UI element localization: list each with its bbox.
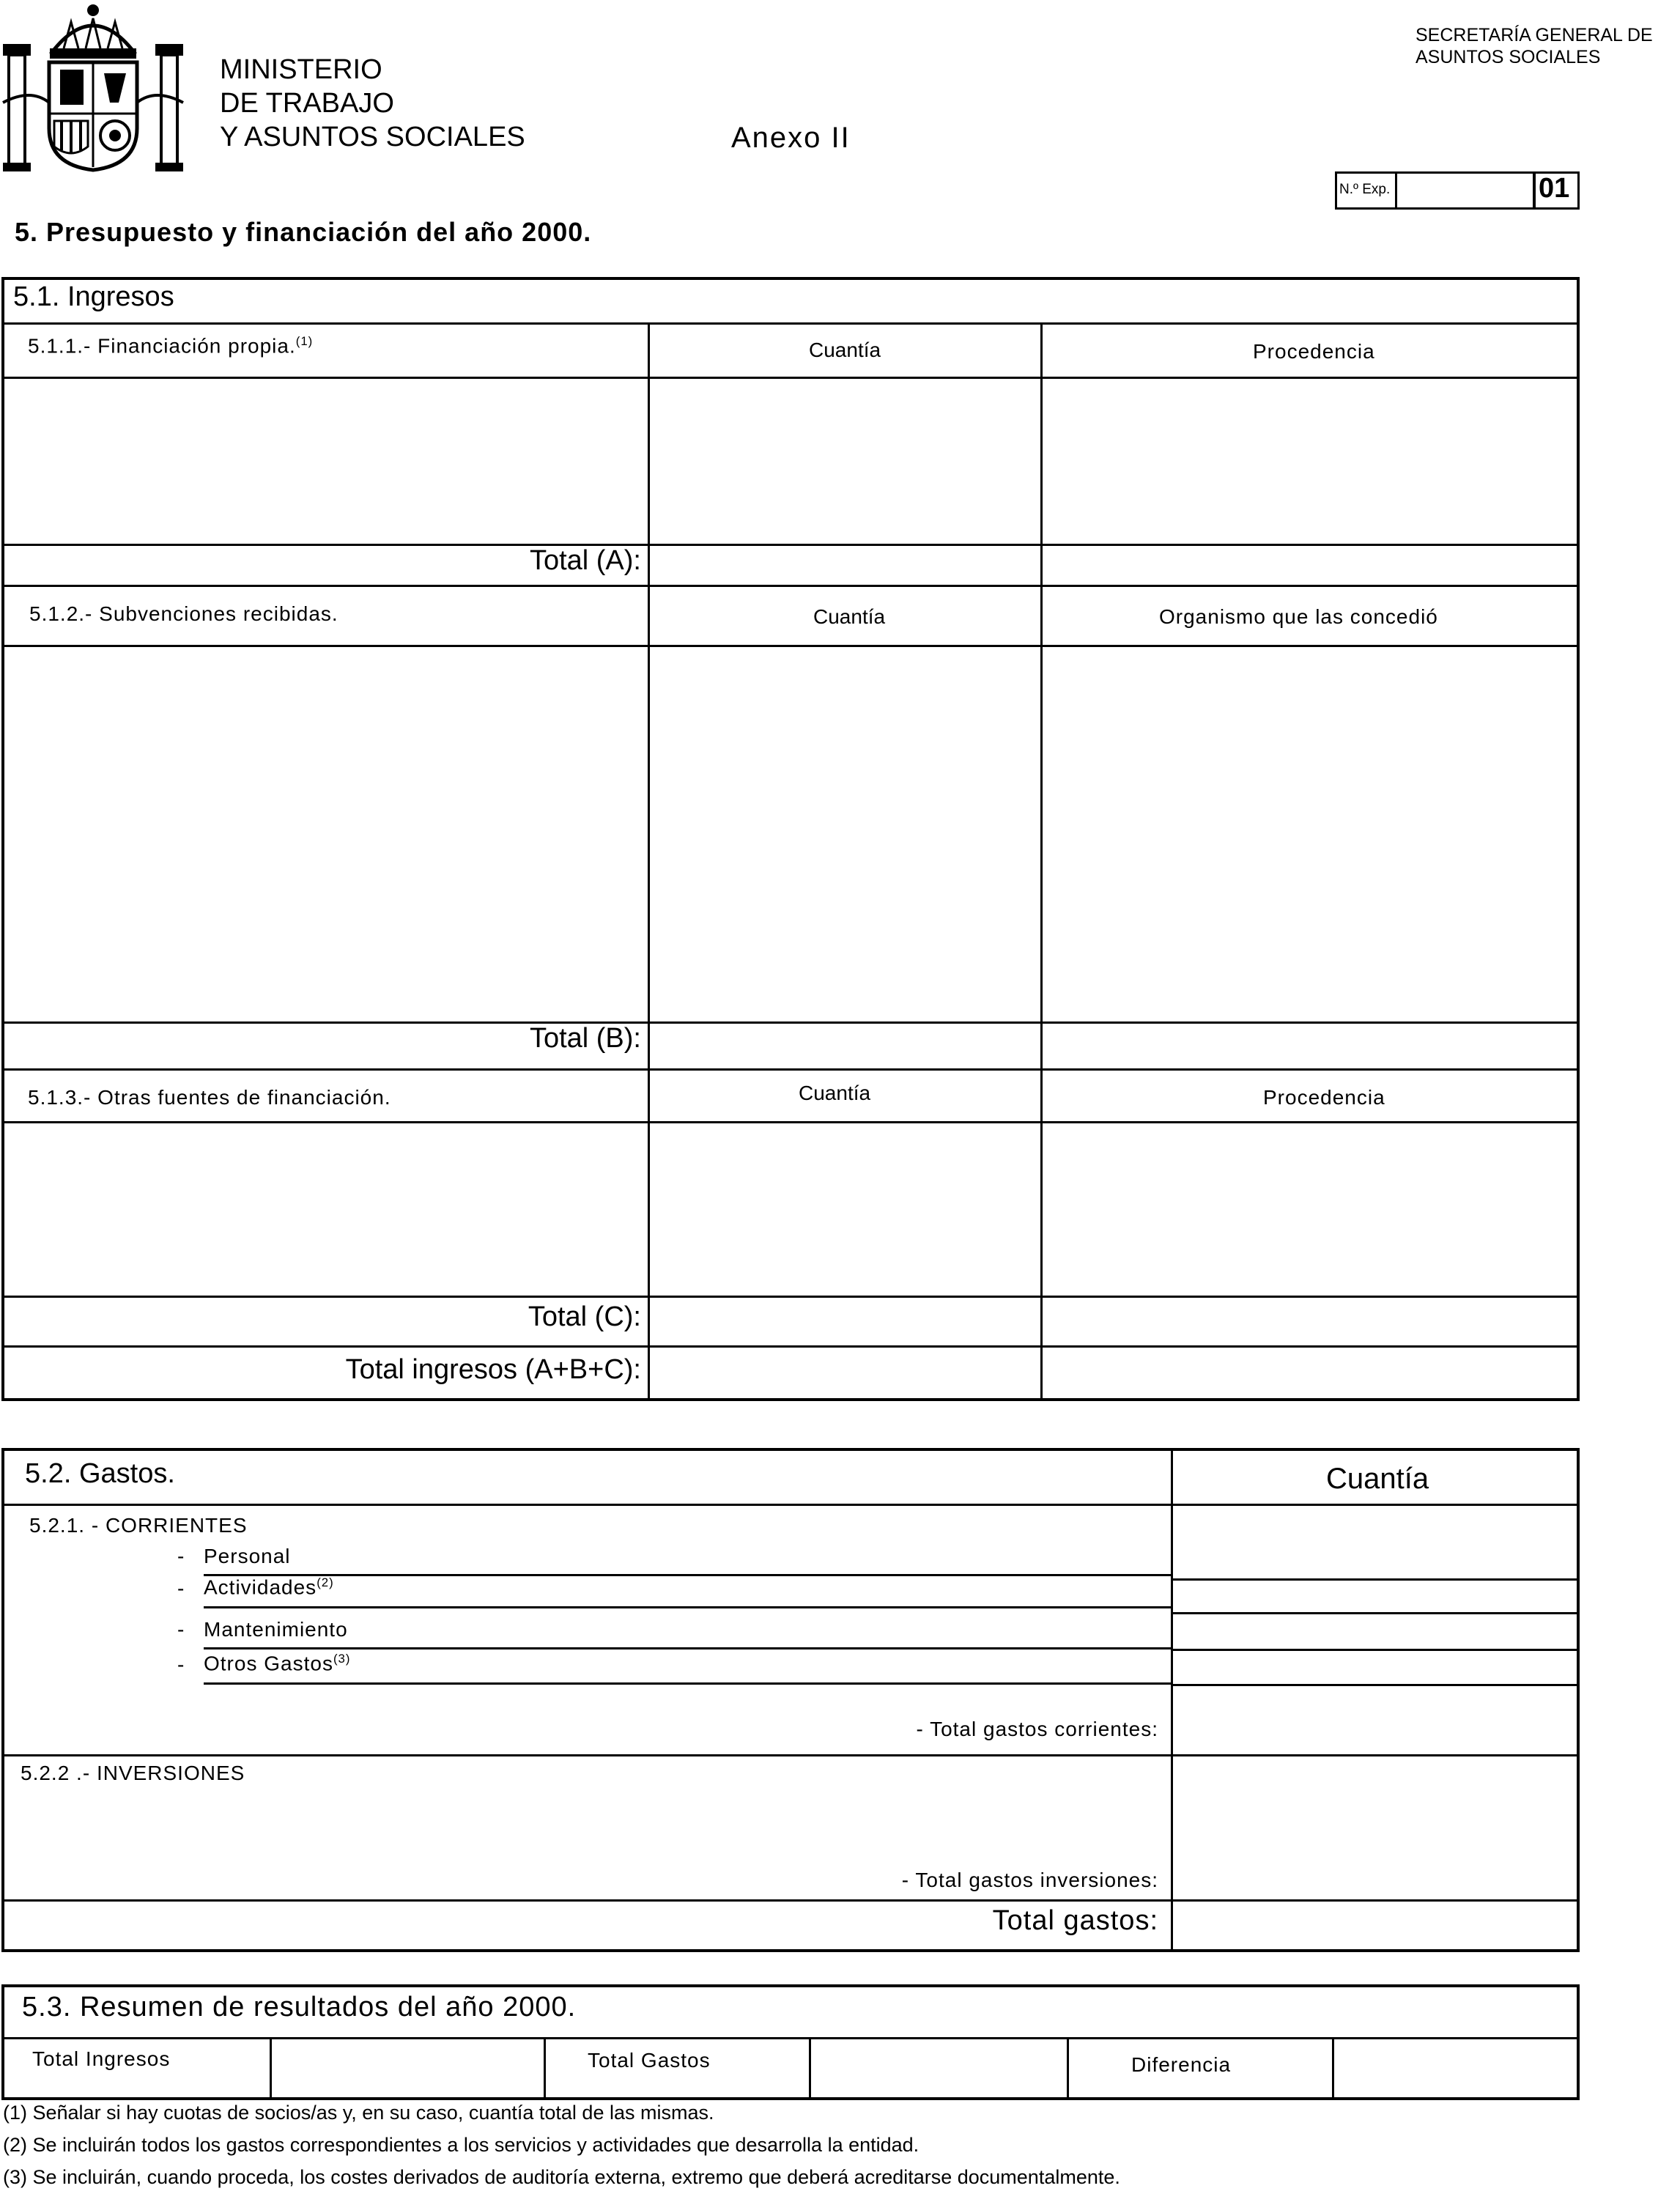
secretariat-line-1: SECRETARÍA GENERAL DE — [1416, 25, 1653, 45]
mantenimiento-label: Mantenimiento — [204, 1618, 348, 1641]
resumen-diferencia-label: Diferencia — [1131, 2053, 1232, 2076]
footnote-1: (1) Señalar si hay cuotas de socios/as y, en su caso, cuantía total de las mismas. — [3, 2102, 714, 2124]
footnote-3: (3) Se incluirán, cuando proceda, los costes derivados de auditoría externa, extremo que deberá acreditarse documentalmente. — [3, 2166, 1120, 2188]
personal-dash: - — [177, 1545, 185, 1567]
expedient-label: N.º Exp. — [1339, 182, 1391, 197]
total-c-label: Total (C): — [528, 1301, 641, 1332]
resumen-total-gastos-label: Total Gastos — [588, 2049, 711, 2072]
ministry-line-3: Y ASUNTOS SOCIALES — [220, 122, 525, 152]
expedient-input[interactable] — [1398, 174, 1530, 207]
ministry-line-2: DE TRABAJO — [220, 88, 394, 119]
total-c-cuantia[interactable] — [651, 1298, 1039, 1342]
mantenimiento-dash: - — [177, 1618, 185, 1641]
inversiones-label: 5.2.2 .- INVERSIONES — [21, 1762, 245, 1784]
procedencia-header-1: Procedencia — [1253, 340, 1375, 363]
ministry-line-1: MINISTERIO — [220, 54, 382, 85]
organismo-header: Organismo que las concedió — [1159, 605, 1438, 628]
total-a-label: Total (A): — [529, 545, 641, 576]
expedient-number: 01 — [1539, 173, 1570, 204]
subvenciones-label: 5.1.2.- Subvenciones recibidas. — [29, 602, 338, 625]
page-title: 5. Presupuesto y financiación del año 2000. — [15, 217, 592, 247]
total-inversiones-label: - Total gastos inversiones: — [901, 1869, 1158, 1891]
otras-fuentes-input-area[interactable] — [4, 1124, 1577, 1294]
resumen-total-ingresos-label: Total Ingresos — [32, 2047, 171, 2070]
gastos-cuantia-header: Cuantía — [1326, 1463, 1429, 1495]
gastos-title: 5.2. Gastos. — [25, 1458, 175, 1489]
total-a-cuantia[interactable] — [651, 547, 1039, 583]
cuantia-header-3: Cuantía — [799, 1082, 871, 1104]
secretariat-line-2: ASUNTOS SOCIALES — [1416, 47, 1601, 67]
otros-gastos-cuantia[interactable] — [1174, 1652, 1577, 1682]
actividades-cuantia[interactable] — [1174, 1581, 1577, 1611]
annex-title: Anexo II — [731, 122, 851, 154]
footnote-2: (2) Se incluirán todos los gastos correspondientes a los servicios y actividades que desarrolla la entidad. — [3, 2134, 919, 2156]
cuantia-header-2: Cuantía — [813, 605, 886, 628]
corrientes-label: 5.2.1. - CORRIENTES — [29, 1514, 248, 1537]
otros-gastos-dash: - — [177, 1653, 185, 1676]
total-b-cuantia[interactable] — [651, 1024, 1039, 1065]
resumen-total-ingresos-input[interactable] — [273, 2040, 542, 2097]
total-corrientes-cuantia[interactable] — [1174, 1687, 1577, 1753]
mantenimiento-cuantia[interactable] — [1174, 1615, 1577, 1647]
resumen-diferencia-input[interactable] — [1335, 2040, 1577, 2097]
actividades-label: Actividades$^{(2)}$ — [204, 1575, 334, 1599]
total-ingresos-label: Total ingresos (A+B+C): — [345, 1354, 641, 1385]
coat-of-arms-logo — [1, 0, 185, 176]
resumen-total-gastos-input[interactable] — [812, 2040, 1065, 2097]
personal-cuantia[interactable] — [1174, 1539, 1577, 1574]
total-b-label: Total (B): — [529, 1023, 641, 1054]
total-gastos-label: Total gastos: — [992, 1905, 1158, 1936]
personal-label: Personal — [204, 1545, 291, 1567]
actividades-dash: - — [177, 1577, 185, 1600]
cuantia-header-1: Cuantía — [809, 339, 881, 361]
financiacion-propia-input-area[interactable] — [4, 380, 1577, 542]
resumen-title: 5.3. Resumen de resultados del año 2000. — [22, 1992, 577, 2022]
total-ingresos-cuantia[interactable] — [651, 1348, 1039, 1398]
otros-gastos-label: Otros Gastos$^{(3)}$ — [204, 1652, 351, 1675]
total-corrientes-label: - Total gastos corrientes: — [916, 1718, 1158, 1740]
subvenciones-input-area[interactable] — [4, 648, 1577, 1020]
procedencia-header-3: Procedencia — [1263, 1086, 1385, 1109]
financiacion-propia-label: 5.1.1.- Financiación propia.$^{(1)}$ — [28, 334, 314, 358]
ingresos-title: 5.1. Ingresos — [13, 281, 174, 312]
otras-fuentes-label: 5.1.3.- Otras fuentes de financiación. — [28, 1086, 391, 1109]
total-inversiones-cuantia[interactable] — [1174, 1757, 1577, 1896]
total-gastos-cuantia[interactable] — [1174, 1902, 1577, 1949]
